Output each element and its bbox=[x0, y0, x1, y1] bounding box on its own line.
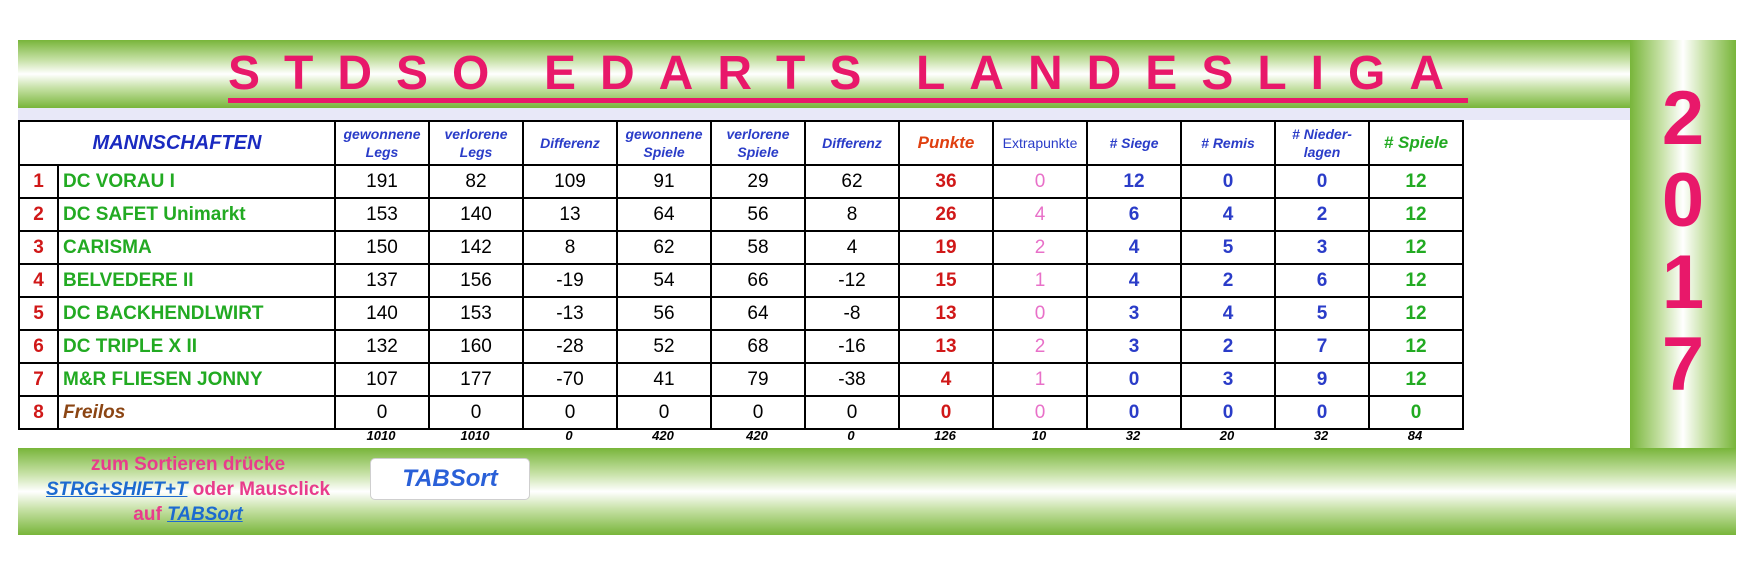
extrapunkte-cell: 2 bbox=[993, 330, 1087, 363]
spiele-diff-cell: -12 bbox=[805, 264, 899, 297]
verlorene-legs-cell: 0 bbox=[429, 396, 523, 429]
team-name-cell: DC SAFET Unimarkt bbox=[58, 198, 335, 231]
table-header-row bbox=[19, 121, 1463, 165]
col-header-extrapunkte: Extrapunkte bbox=[993, 121, 1087, 165]
legs-diff-cell: -13 bbox=[523, 297, 617, 330]
niederlagen-cell: 5 bbox=[1275, 297, 1369, 330]
spiele-cell: 12 bbox=[1369, 198, 1463, 231]
spiele-diff-cell: 0 bbox=[805, 396, 899, 429]
verlorene-legs-cell: 142 bbox=[429, 231, 523, 264]
gewonnene-spiele-cell: 52 bbox=[617, 330, 711, 363]
col-header-gewonnene-spiele: gewonnene Spiele bbox=[617, 121, 711, 165]
table-row bbox=[19, 330, 1463, 363]
team-name-cell: CARISMA bbox=[58, 231, 335, 264]
remis-cell: 4 bbox=[1181, 198, 1275, 231]
standings-table bbox=[18, 120, 1464, 430]
extrapunkte-cell: 0 bbox=[993, 297, 1087, 330]
year-digit: 2 bbox=[1661, 76, 1705, 161]
siege-cell: 3 bbox=[1087, 330, 1181, 363]
verlorene-legs-cell: 160 bbox=[429, 330, 523, 363]
niederlagen-cell: 9 bbox=[1275, 363, 1369, 396]
col-header-siege: # Siege bbox=[1087, 121, 1181, 165]
table-row bbox=[19, 264, 1463, 297]
title-word-stdso: STDSO bbox=[228, 46, 514, 100]
tabsort-link[interactable]: TABSort bbox=[167, 504, 243, 525]
verlorene-spiele-cell: 58 bbox=[711, 231, 805, 264]
gewonnene-legs-cell: 0 bbox=[335, 396, 429, 429]
niederlagen-cell: 2 bbox=[1275, 198, 1369, 231]
extrapunkte-cell: 1 bbox=[993, 264, 1087, 297]
gewonnene-spiele-cell: 64 bbox=[617, 198, 711, 231]
title-word-edarts: EDARTS bbox=[544, 46, 886, 100]
extrapunkte-cell: 2 bbox=[993, 231, 1087, 264]
total-extrapunkte: 10 bbox=[1031, 428, 1047, 443]
instruction-auf: auf bbox=[133, 504, 162, 525]
remis-cell: 2 bbox=[1181, 264, 1275, 297]
col-header-differenz-spiele: Differenz bbox=[805, 121, 899, 165]
legs-diff-cell: 8 bbox=[523, 231, 617, 264]
page-title bbox=[228, 48, 1468, 103]
rank-cell: 6 bbox=[19, 330, 58, 363]
spiele-diff-cell: -8 bbox=[805, 297, 899, 330]
gewonnene-legs-cell: 150 bbox=[335, 231, 429, 264]
gewonnene-spiele-cell: 91 bbox=[617, 165, 711, 198]
rank-cell: 3 bbox=[19, 231, 58, 264]
team-name-cell: DC VORAU I bbox=[58, 165, 335, 198]
col-header-niederlagen: # Nieder-lagen bbox=[1275, 121, 1369, 165]
col-header-differenz-legs: Differenz bbox=[523, 121, 617, 165]
table-row bbox=[19, 297, 1463, 330]
team-name-cell: DC BACKHENDLWIRT bbox=[58, 297, 335, 330]
punkte-cell: 13 bbox=[899, 330, 993, 363]
verlorene-legs-cell: 153 bbox=[429, 297, 523, 330]
remis-cell: 2 bbox=[1181, 330, 1275, 363]
gewonnene-spiele-cell: 41 bbox=[617, 363, 711, 396]
col-header-spiele: # Spiele bbox=[1369, 121, 1463, 165]
total-gewonnene-spiele: 420 bbox=[652, 428, 674, 443]
punkte-cell: 26 bbox=[899, 198, 993, 231]
gewonnene-legs-cell: 140 bbox=[335, 297, 429, 330]
legs-diff-cell: 13 bbox=[523, 198, 617, 231]
extrapunkte-cell: 0 bbox=[993, 396, 1087, 429]
verlorene-spiele-cell: 64 bbox=[711, 297, 805, 330]
total-punkte: 126 bbox=[934, 428, 956, 443]
siege-cell: 4 bbox=[1087, 264, 1181, 297]
punkte-cell: 15 bbox=[899, 264, 993, 297]
spiele-diff-cell: 4 bbox=[805, 231, 899, 264]
niederlagen-cell: 6 bbox=[1275, 264, 1369, 297]
verlorene-spiele-cell: 29 bbox=[711, 165, 805, 198]
punkte-cell: 4 bbox=[899, 363, 993, 396]
gewonnene-spiele-cell: 56 bbox=[617, 297, 711, 330]
season-year bbox=[1630, 78, 1736, 406]
table-row bbox=[19, 198, 1463, 231]
punkte-cell: 0 bbox=[899, 396, 993, 429]
spiele-cell: 12 bbox=[1369, 330, 1463, 363]
year-digit: 1 bbox=[1661, 240, 1705, 325]
gewonnene-legs-cell: 191 bbox=[335, 165, 429, 198]
verlorene-legs-cell: 82 bbox=[429, 165, 523, 198]
total-verlorene-spiele: 420 bbox=[746, 428, 768, 443]
instruction-or-click: oder Mausclick bbox=[192, 479, 331, 500]
shortcut-link[interactable]: STRG+SHIFT+T bbox=[45, 479, 188, 500]
spiele-cell: 12 bbox=[1369, 297, 1463, 330]
niederlagen-cell: 0 bbox=[1275, 396, 1369, 429]
remis-cell: 0 bbox=[1181, 165, 1275, 198]
total-spiele: 84 bbox=[1407, 428, 1423, 443]
spiele-diff-cell: -16 bbox=[805, 330, 899, 363]
extrapunkte-cell: 1 bbox=[993, 363, 1087, 396]
spiele-cell: 0 bbox=[1369, 396, 1463, 429]
title-band bbox=[18, 40, 1630, 108]
instruction-line-3 bbox=[18, 502, 358, 527]
punkte-cell: 19 bbox=[899, 231, 993, 264]
legs-diff-cell: 109 bbox=[523, 165, 617, 198]
league-sheet bbox=[18, 40, 1736, 535]
total-gewonnene-legs: 1010 bbox=[366, 428, 396, 443]
gewonnene-spiele-cell: 0 bbox=[617, 396, 711, 429]
legs-diff-cell: 0 bbox=[523, 396, 617, 429]
rank-cell: 7 bbox=[19, 363, 58, 396]
header-spacer bbox=[18, 108, 1630, 120]
siege-cell: 12 bbox=[1087, 165, 1181, 198]
tabsort-button[interactable]: TABSort bbox=[370, 458, 530, 500]
team-name-cell: BELVEDERE II bbox=[58, 264, 335, 297]
rank-cell: 5 bbox=[19, 297, 58, 330]
table-row bbox=[19, 363, 1463, 396]
table-row bbox=[19, 396, 1463, 429]
gewonnene-legs-cell: 107 bbox=[335, 363, 429, 396]
team-name-cell: M&R FLIESEN JONNY bbox=[58, 363, 335, 396]
spiele-cell: 12 bbox=[1369, 231, 1463, 264]
year-band bbox=[1630, 40, 1736, 448]
gewonnene-legs-cell: 132 bbox=[335, 330, 429, 363]
col-header-verlorene-legs: verlorene Legs bbox=[429, 121, 523, 165]
verlorene-spiele-cell: 56 bbox=[711, 198, 805, 231]
niederlagen-cell: 7 bbox=[1275, 330, 1369, 363]
col-header-remis: # Remis bbox=[1181, 121, 1275, 165]
gewonnene-legs-cell: 153 bbox=[335, 198, 429, 231]
year-digit: 0 bbox=[1661, 158, 1705, 243]
title-word-landesliga: LANDESLIGA bbox=[915, 46, 1468, 100]
total-verlorene-legs: 1010 bbox=[460, 428, 490, 443]
team-name-cell: DC TRIPLE X II bbox=[58, 330, 335, 363]
siege-cell: 0 bbox=[1087, 363, 1181, 396]
spiele-diff-cell: -38 bbox=[805, 363, 899, 396]
verlorene-legs-cell: 140 bbox=[429, 198, 523, 231]
siege-cell: 6 bbox=[1087, 198, 1181, 231]
total-remis: 20 bbox=[1219, 428, 1235, 443]
spiele-cell: 12 bbox=[1369, 264, 1463, 297]
rank-cell: 1 bbox=[19, 165, 58, 198]
remis-cell: 0 bbox=[1181, 396, 1275, 429]
total-legs-diff: 0 bbox=[565, 428, 573, 443]
total-spiele-diff: 0 bbox=[847, 428, 855, 443]
spiele-diff-cell: 62 bbox=[805, 165, 899, 198]
verlorene-legs-cell: 177 bbox=[429, 363, 523, 396]
punkte-cell: 13 bbox=[899, 297, 993, 330]
total-siege: 32 bbox=[1125, 428, 1141, 443]
spiele-cell: 12 bbox=[1369, 363, 1463, 396]
col-header-verlorene-spiele: verlorene Spiele bbox=[711, 121, 805, 165]
punkte-cell: 36 bbox=[899, 165, 993, 198]
niederlagen-cell: 3 bbox=[1275, 231, 1369, 264]
siege-cell: 0 bbox=[1087, 396, 1181, 429]
extrapunkte-cell: 0 bbox=[993, 165, 1087, 198]
remis-cell: 3 bbox=[1181, 363, 1275, 396]
instruction-line-2 bbox=[18, 477, 358, 502]
rank-cell: 8 bbox=[19, 396, 58, 429]
sort-instructions bbox=[18, 452, 358, 527]
spiele-diff-cell: 8 bbox=[805, 198, 899, 231]
gewonnene-spiele-cell: 62 bbox=[617, 231, 711, 264]
remis-cell: 4 bbox=[1181, 297, 1275, 330]
niederlagen-cell: 0 bbox=[1275, 165, 1369, 198]
table-row bbox=[19, 231, 1463, 264]
gewonnene-legs-cell: 137 bbox=[335, 264, 429, 297]
gewonnene-spiele-cell: 54 bbox=[617, 264, 711, 297]
verlorene-spiele-cell: 68 bbox=[711, 330, 805, 363]
col-header-mannschaften: MANNSCHAFTEN bbox=[19, 121, 335, 165]
year-digit: 7 bbox=[1661, 322, 1705, 407]
col-header-punkte: Punkte bbox=[899, 121, 993, 165]
total-niederlagen: 32 bbox=[1313, 428, 1329, 443]
rank-cell: 2 bbox=[19, 198, 58, 231]
rank-cell: 4 bbox=[19, 264, 58, 297]
table-row bbox=[19, 165, 1463, 198]
verlorene-spiele-cell: 66 bbox=[711, 264, 805, 297]
legs-diff-cell: -28 bbox=[523, 330, 617, 363]
legs-diff-cell: -19 bbox=[523, 264, 617, 297]
col-header-gewonnene-legs: gewonnene Legs bbox=[335, 121, 429, 165]
legs-diff-cell: -70 bbox=[523, 363, 617, 396]
siege-cell: 3 bbox=[1087, 297, 1181, 330]
siege-cell: 4 bbox=[1087, 231, 1181, 264]
spiele-cell: 12 bbox=[1369, 165, 1463, 198]
instruction-line-1: zum Sortieren drücke bbox=[90, 454, 286, 475]
verlorene-spiele-cell: 79 bbox=[711, 363, 805, 396]
team-name-cell: Freilos bbox=[58, 396, 335, 429]
verlorene-legs-cell: 156 bbox=[429, 264, 523, 297]
verlorene-spiele-cell: 0 bbox=[711, 396, 805, 429]
extrapunkte-cell: 4 bbox=[993, 198, 1087, 231]
remis-cell: 5 bbox=[1181, 231, 1275, 264]
